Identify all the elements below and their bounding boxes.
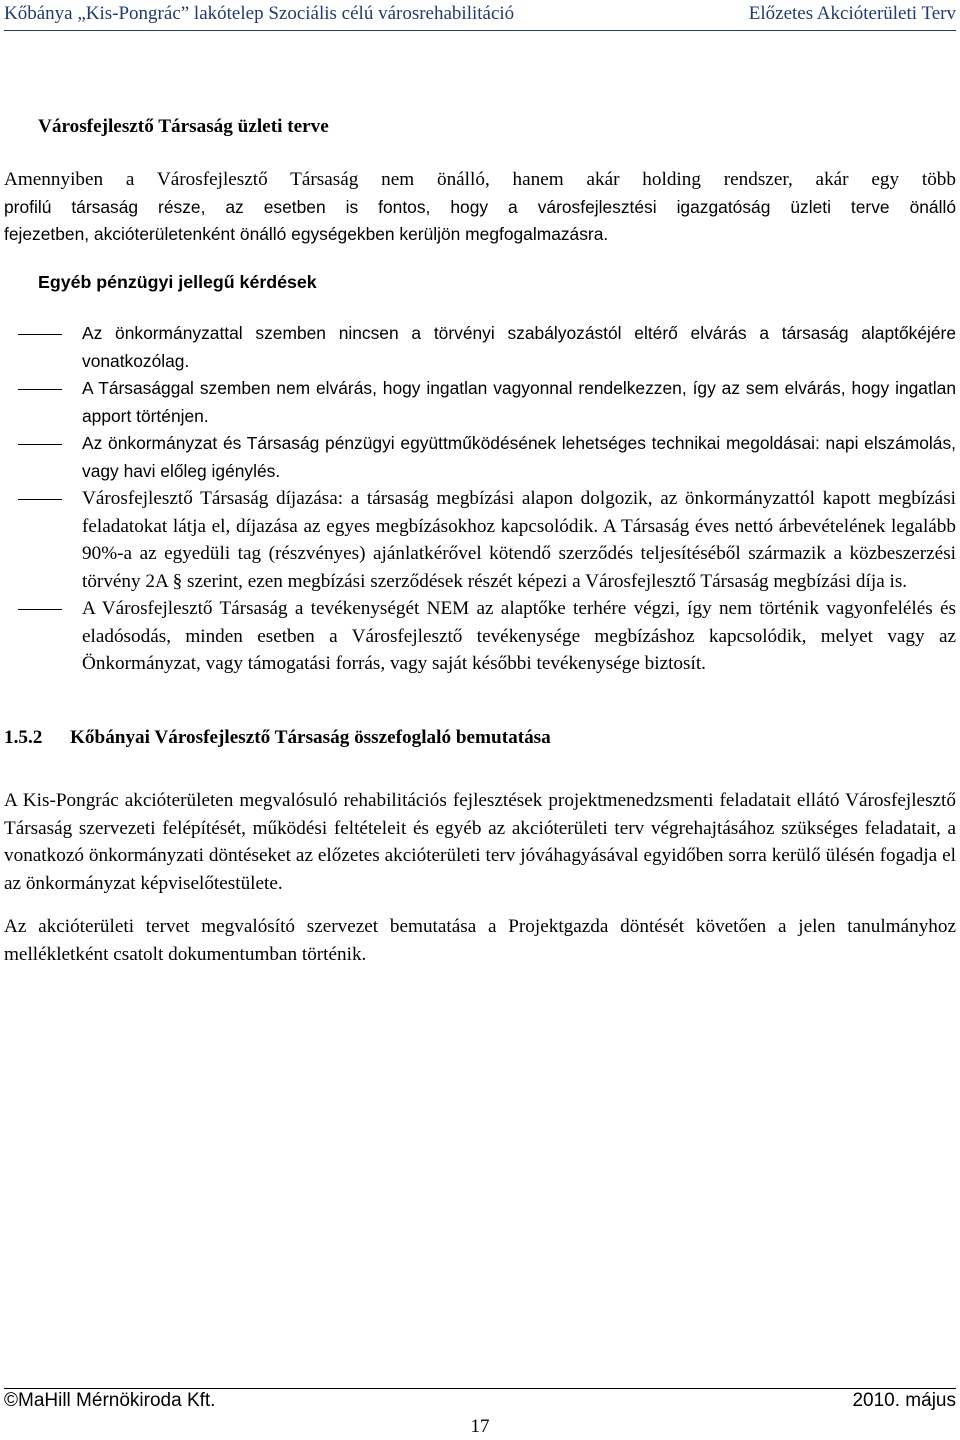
paragraph-line: profilú társaság része, az esetben is fontos, hogy a városfejlesztési igazgatóság üzleti terve önálló [4, 196, 956, 217]
section-title [4, 724, 956, 752]
header-divider [4, 30, 956, 31]
paragraph-line: fejezetben, akcióterületenként önálló egységekben kerüljön megfogalmazásra. [4, 224, 609, 244]
list-item-text: Az önkormányzat és Társaság pénzügyi együttműködésének lehetséges technikai megoldásai: napi elszámolás, vagy havi előleg igénylés. [82, 433, 956, 481]
page-footer [0, 1388, 960, 1440]
paragraph-line: Amennyiben a Városfejlesztő Társaság nem önálló, hanem akár holding rendszer, akár egy több [4, 169, 956, 190]
financial-questions-list [4, 320, 956, 678]
list-item-text: A Városfejlesztő Társaság a tevékenységét NEM az alaptőke terhére végzi, így nem történik vagyonfelélés és eladósodás, minden esetben a Városfejlesztő tevékenysége megbízáshoz kapcsolódik, melyet vagy az Önkormányzat, vagy támogatási forrás, vagy saját későbbi tevékenysége biztosít. [82, 598, 956, 674]
dash-bullet-icon [18, 499, 62, 500]
business-plan-paragraph [4, 166, 956, 249]
footer-date: 2010. május [852, 1390, 956, 1411]
list-item-text: A Társasággal szemben nem elvárás, hogy ingatlan vagyonnal rendelkezzen, így az sem elvárás, hogy ingatlan apport történjen. [82, 378, 956, 426]
dash-bullet-icon [18, 444, 62, 445]
list-item [4, 320, 956, 375]
list-item [4, 595, 956, 678]
page-content [4, 112, 956, 968]
dash-bullet-icon [18, 609, 62, 610]
summary-paragraph-2: Az akcióterületi tervet megvalósító szervezet bemutatása a Projektgazda döntését követően a jelen tanulmányhoz mellékletként csatolt dokumentumban történik. [4, 916, 956, 965]
page-header [0, 0, 960, 32]
list-item-text: Az önkormányzattal szemben nincsen a törvényi szabályozástól eltérő elvárás a társaság alaptőkéjére vonatkozólag. [82, 323, 956, 371]
header-plan-title: Előzetes Akcióterületi Terv [748, 3, 956, 24]
section-title-text: Kőbányai Városfejlesztő Társaság összefoglaló bemutatása [70, 726, 551, 748]
list-item [4, 485, 956, 595]
dash-bullet-icon [18, 334, 62, 335]
list-item [4, 430, 956, 485]
list-item-text: Városfejlesztő Társaság díjazása: a társaság megbízási alapon dolgozik, az önkormányzattól kapott megbízási feladatokat látja el, díjazása az egyes megbízásokhoz kapcsolódik. A Társaság éves nettó árbevételének legalább 90%-a az egyedüli tag (részvényes) ajánlatkérővel kötendő szerződés teljesítéséből származik a közbeszerzési törvény 2A § szerint, ezen megbízási szerződések részét képezi a Városfejlesztő Társaság megbízási díja is. [82, 488, 956, 592]
section-number: 1.5.2 [4, 726, 43, 748]
summary-paragraph-1: A Kis-Pongrác akcióterületen megvalósuló rehabilitációs fejlesztések projektmenedzsmenti feladatait ellátó Városfejlesztő Társaság szervezeti felépítését, működési feltételeit és egyéb az akcióterületi terv végrehajtásához szükséges feladatait, a vonatkozó önkormányzati döntéseket az előzetes akcióterületi terv jóváhagyásával egyidőben sorra kerülő ülésén fogadja el az önkormányzat képviselőtestülete. [4, 790, 956, 894]
dash-bullet-icon [18, 389, 62, 390]
footer-company: ©MaHill Mérnökiroda Kft. [4, 1390, 216, 1411]
list-item [4, 375, 956, 430]
footer-divider [4, 1388, 956, 1389]
section-heading-business-plan: Városfejlesztő Társaság üzleti terve [38, 116, 329, 137]
page-number: 17 [470, 1416, 490, 1437]
header-document-title: Kőbánya „Kis-Pongrác” lakótelep Szociális célú városrehabilitáció [4, 3, 515, 24]
section-heading-financial-questions: Egyéb pénzügyi jellegű kérdések [38, 271, 317, 292]
